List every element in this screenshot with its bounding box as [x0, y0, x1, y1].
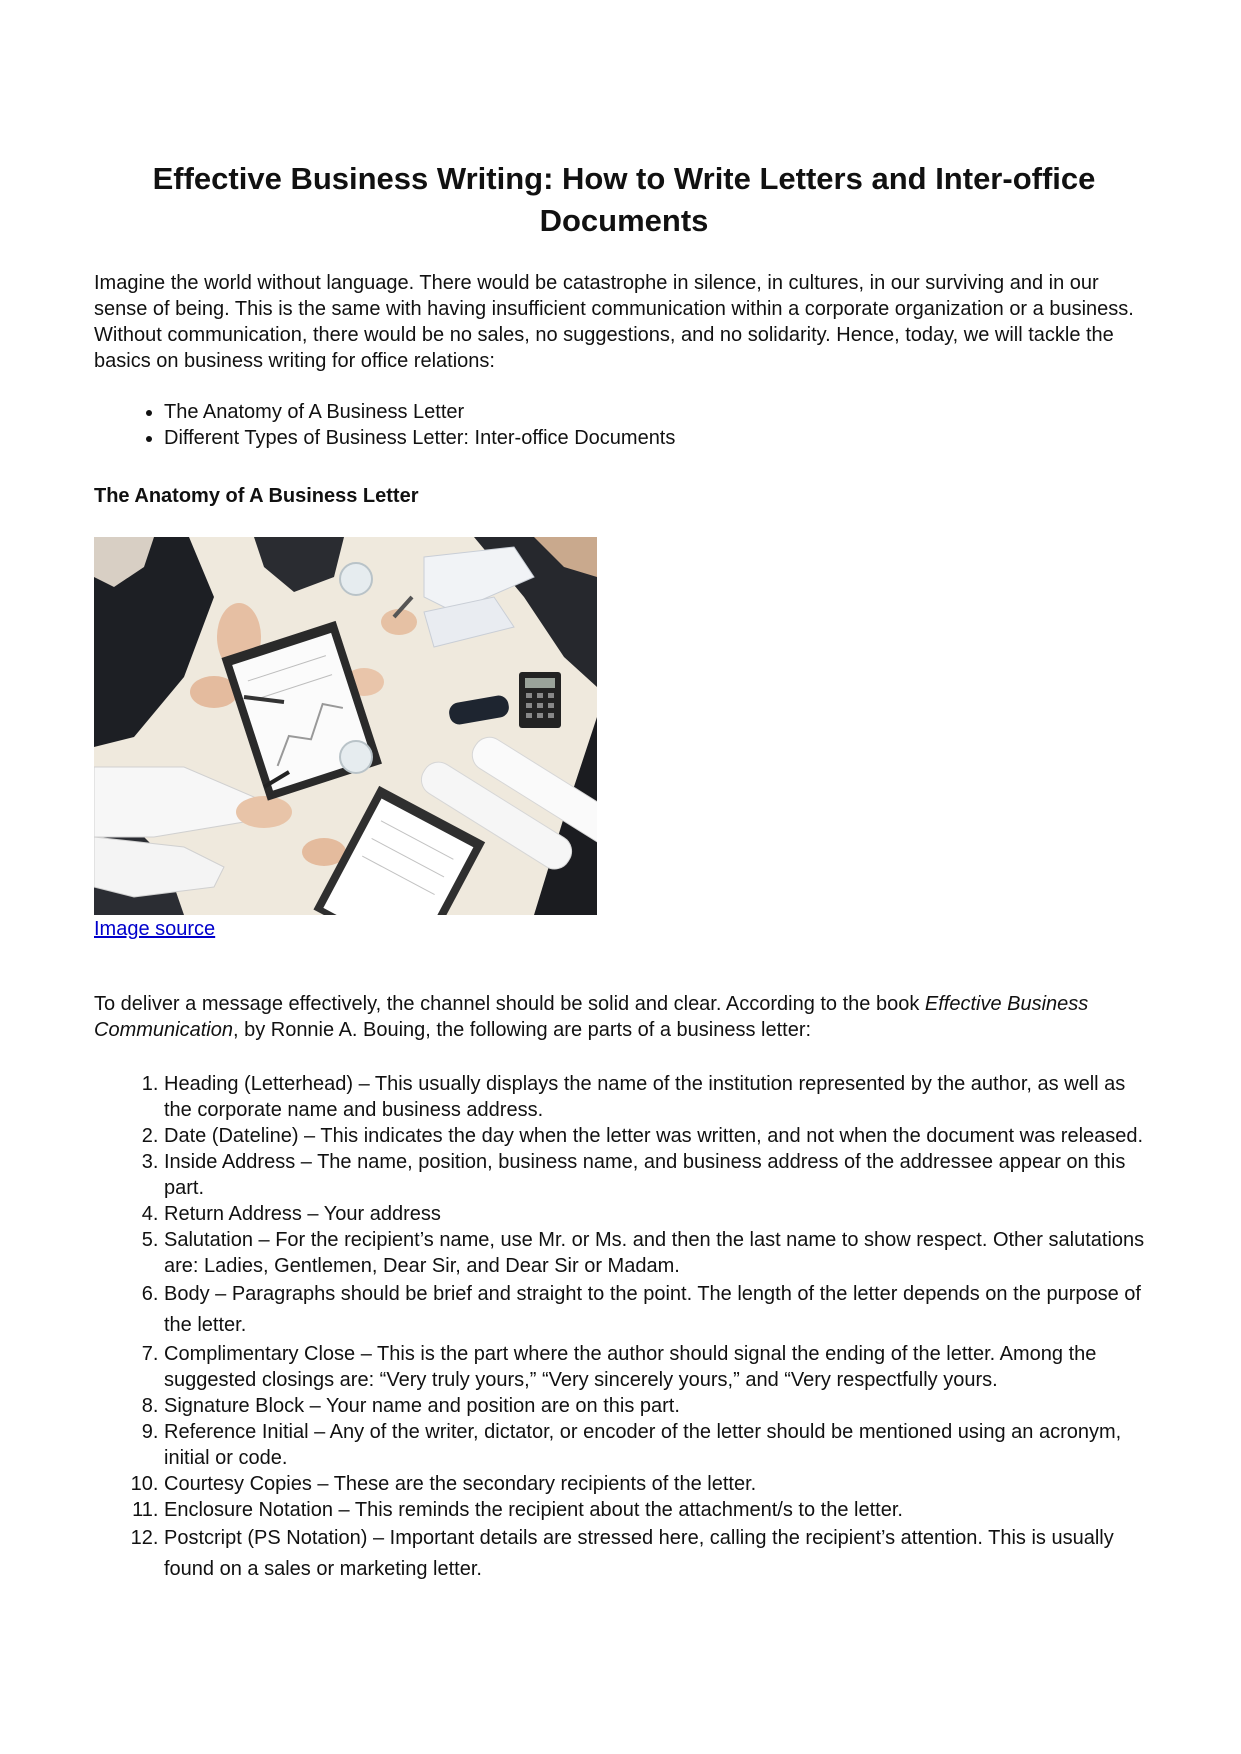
list-item: 5. Salutation – For the recipient’s name, use Mr. or Ms. and then the last name to show respect. Other salutations are: Ladies, Gentlemen, Dear Sir, and Dear Sir or Madam.: [164, 1227, 1154, 1279]
image-source-link[interactable]: Image source: [94, 918, 216, 940]
letter-parts-list: [94, 1071, 1154, 1585]
topic-list: [94, 399, 1154, 451]
list-item: • Different Types of Business Letter: Inter-office Documents: [164, 425, 1154, 451]
list-item: 10. Courtesy Copies – These are the secondary recipients of the letter.: [164, 1471, 1154, 1497]
list-item: 11. Enclosure Notation – This reminds the recipient about the attachment/s to the letter.: [164, 1497, 1154, 1523]
parts-intro-paragraph: [94, 991, 1154, 1043]
meeting-photo-illustration: [94, 537, 597, 915]
list-item: 4. Return Address – Your address: [164, 1201, 1154, 1227]
list-item: 1. Heading (Letterhead) – This usually displays the name of the institution represented by the author, as well as the corporate name and business address.: [164, 1071, 1154, 1123]
book-title: Effective Business Communication: [94, 993, 1089, 1041]
list-item: 2. Date (Dateline) – This indicates the day when the letter was written, and not when the document was released.: [164, 1123, 1154, 1149]
list-item: 8. Signature Block – Your name and position are on this part.: [164, 1393, 1154, 1419]
meeting-photo: [94, 537, 597, 915]
section-heading: The Anatomy of A Business Letter: [94, 485, 419, 507]
list-item: 7. Complimentary Close – This is the part where the author should signal the ending of the letter. Among the suggested closings are: “Very truly yours,” “Very sincerely yours,” and “Very respectfully yours.: [164, 1341, 1154, 1393]
list-item: • The Anatomy of A Business Letter: [164, 399, 1154, 425]
page-title: Effective Business Writing: How to Write Letters and Inter-office Documents: [152, 161, 1096, 238]
intro-paragraph: Imagine the world without language. There would be catastrophe in silence, in cultures, in our surviving and in our sense of being. This is the same with having insufficient communication within a corporate organization or a business. Without communication, there would be no sales, no suggestions, and no solidarity. Hence, today, we will tackle the basics on business writing for office relations:: [94, 272, 1134, 372]
parts-intro-text-end: , by Ronnie A. Bouing, the following are parts of a business letter:: [232, 1019, 812, 1041]
list-item: 3. Inside Address – The name, position, business name, and business address of the addressee appear on this part.: [164, 1149, 1154, 1201]
list-item: 6. Body – Paragraphs should be brief and straight to the point. The length of the letter depends on the purpose of the letter.: [164, 1279, 1154, 1341]
list-item: 9. Reference Initial – Any of the writer, dictator, or encoder of the letter should be mentioned using an acronym, initial or code.: [164, 1419, 1154, 1471]
list-item: 12. Postcript (PS Notation) – Important details are stressed here, calling the recipient’s attention. This is usually found on a sales or marketing letter.: [164, 1523, 1154, 1585]
parts-intro-text: To deliver a message effectively, the channel should be solid and clear. According to the book: [94, 993, 925, 1015]
